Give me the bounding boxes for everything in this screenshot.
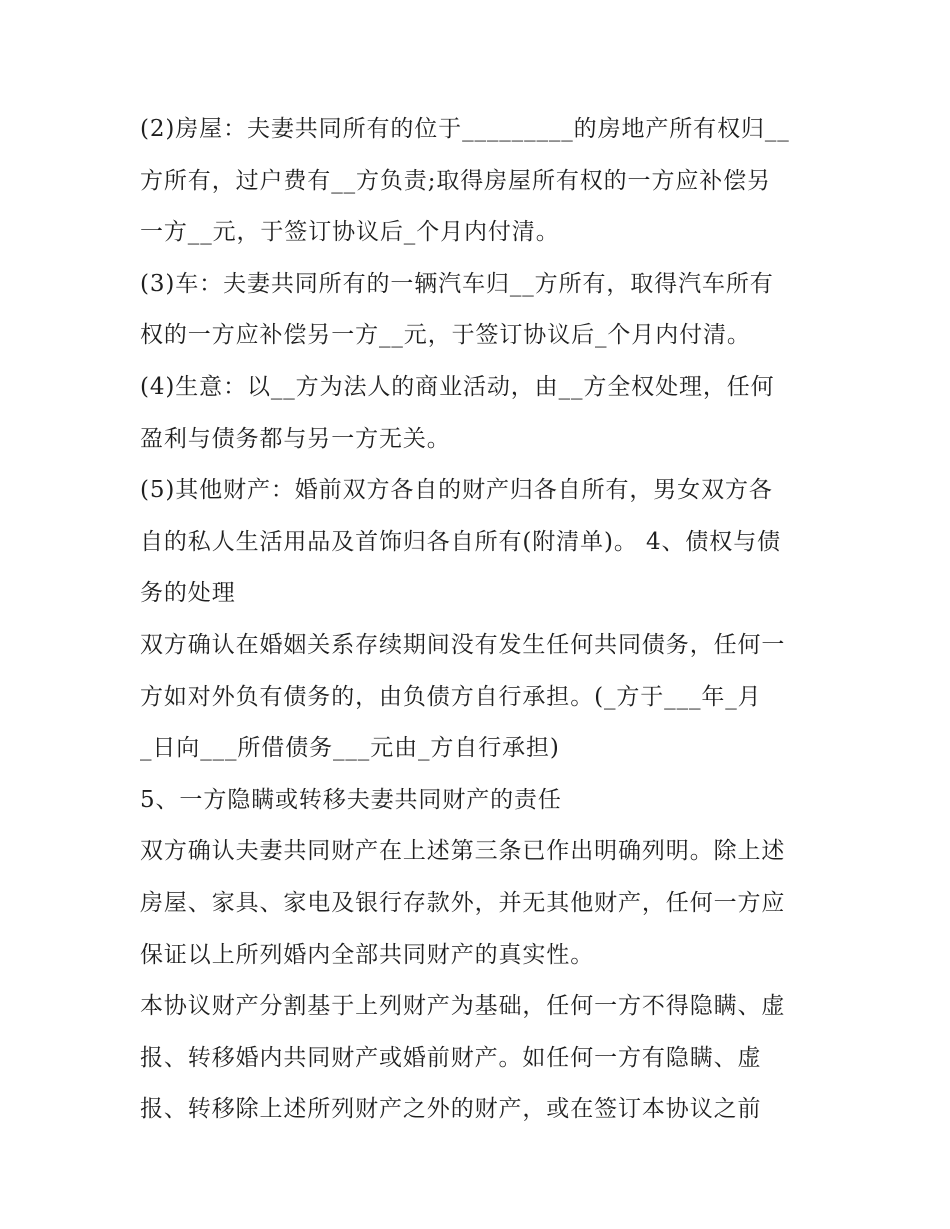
text-line: 自的私人生活用品及首饰归各自所有(附清单)。 4、债权与债	[140, 528, 781, 555]
text-line: (4)生意：以__方为法人的商业活动，由__方全权处理，任何	[140, 373, 775, 400]
text-line: 方所有，过户费有__方负责;取得房屋所有权的一方应补偿另	[140, 167, 771, 194]
text-line: 本协议财产分割基于上列财产为基础，任何一方不得隐瞒、虚	[140, 993, 786, 1020]
text-line: 报、转移除上述所列财产之外的财产，或在签订本协议之前	[140, 1096, 762, 1123]
document-body	[140, 104, 830, 1136]
text-line: (5)其他财产：婚前双方各自的财产归各自所有，男女双方各	[140, 477, 773, 504]
text-line: 双方确认夫妻共同财产在上述第三条已作出明确列明。除上述	[140, 838, 786, 865]
text-line: 一方__元，于签订协议后_个月内付清。	[140, 219, 560, 246]
text-line: (2)房屋：夫妻共同所有的位于_________的房地产所有权归__	[140, 116, 790, 142]
text-line: 权的一方应补偿另一方__元，于签订协议后_个月内付清。	[140, 322, 751, 349]
text-line: 方如对外负有债务的，由负债方自行承担。(_方于___年_月	[140, 683, 762, 710]
text-line: (3)车：夫妻共同所有的一辆汽车归__方所有，取得汽车所有	[140, 270, 774, 297]
text-line: 务的处理	[140, 580, 236, 607]
text-line: 盈利与债务都与另一方无关。	[140, 425, 451, 452]
text-line: 房屋、家具、家电及银行存款外，并无其他财产，任何一方应	[140, 889, 786, 916]
text-line: 保证以上所列婚内全部共同财产的真实性。	[140, 941, 595, 968]
text-line: 双方确认在婚姻关系存续期间没有发生任何共同债务，任何一	[140, 631, 786, 658]
section-heading: 5、一方隐瞒或转移夫妻共同财产的责任	[140, 786, 562, 813]
text-line: _日向___所借债务___元由_方自行承担)	[140, 735, 560, 762]
text-line: 报、转移婚内共同财产或婚前财产。如任何一方有隐瞒、虚	[140, 1044, 762, 1071]
